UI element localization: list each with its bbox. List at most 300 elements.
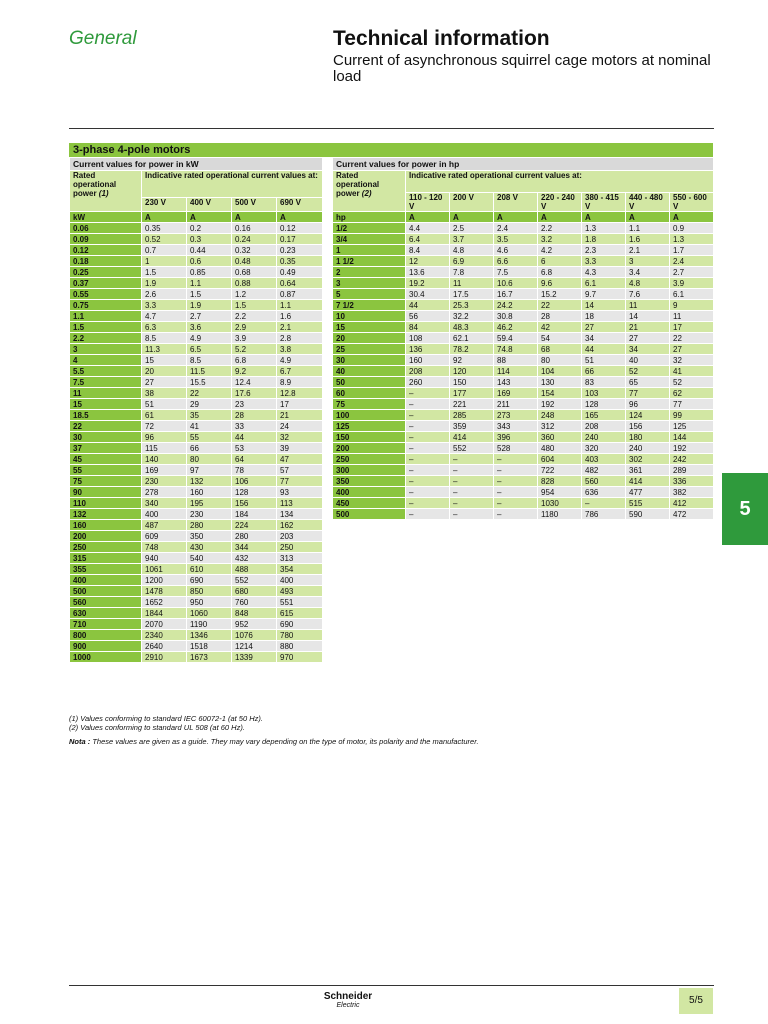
kw-current-cell: 12.4 [232,377,277,388]
hp-power-cell: 450 [333,498,406,509]
kw-current-cell: 66 [187,443,232,454]
kw-current-cell: 487 [142,520,187,531]
kw-current-cell: 354 [277,564,323,575]
kw-current-cell: 1200 [142,575,187,586]
page-title: Technical information [333,27,550,50]
hp-table-row [333,443,714,454]
kw-current-cell: 2.7 [187,311,232,322]
hp-current-cell: – [494,509,538,520]
hp-table-row [333,377,714,388]
kw-table-row [70,267,323,278]
kw-current-cell: 72 [142,421,187,432]
hp-current-cell: 361 [626,465,670,476]
kw-power-cell: 110 [70,498,142,509]
kw-table-row [70,498,323,509]
kw-rated-note: (1) [98,189,109,198]
kw-current-cell: 278 [142,487,187,498]
hp-current-cell: 156 [626,421,670,432]
kw-table-row [70,223,323,234]
hp-current-cell: 1.6 [626,234,670,245]
kw-table-row [70,553,323,564]
hp-current-cell: 359 [450,421,494,432]
kw-current-cell: 2.6 [142,289,187,300]
kw-current-cell: 0.85 [187,267,232,278]
kw-power-cell: 315 [70,553,142,564]
kw-current-cell: 224 [232,520,277,531]
bottom-divider [69,985,714,986]
kw-unit-current: A [187,212,232,223]
hp-current-cell: 46.2 [494,322,538,333]
hp-table-row [333,410,714,421]
hp-power-cell: 350 [333,476,406,487]
hp-current-cell: – [406,476,450,487]
hp-current-cell: 1.1 [626,223,670,234]
hp-current-cell: 260 [406,377,450,388]
hp-power-cell: 7 1/2 [333,300,406,311]
kw-unit-current: A [232,212,277,223]
kw-table-row [70,322,323,333]
kw-current-cell: 430 [187,542,232,553]
kw-current-cell: 29 [187,399,232,410]
hp-table-caption: Current values for power in hp [333,158,714,171]
hp-current-cell: 2.1 [626,245,670,256]
hp-current-cell: 92 [450,355,494,366]
hp-current-cell: 27 [582,322,626,333]
hp-current-cell: – [582,498,626,509]
hp-power-cell: 60 [333,388,406,399]
kw-power-cell: 5.5 [70,366,142,377]
hp-current-cell: 242 [670,454,714,465]
hp-current-cell: – [406,487,450,498]
kw-voltage-header: 690 V [277,197,323,211]
kw-power-cell: 900 [70,641,142,652]
hp-current-cell: 30.8 [494,311,538,322]
hp-table-row [333,366,714,377]
hp-current-cell: 114 [494,366,538,377]
kw-table-row [70,234,323,245]
kw-power-cell: 710 [70,619,142,630]
hp-power-cell: 1/2 [333,223,406,234]
kw-current-cell: 140 [142,454,187,465]
kw-power-cell: 0.12 [70,245,142,256]
hp-current-cell: 34 [626,344,670,355]
hp-current-cell: 104 [538,366,582,377]
hp-current-cell: 180 [626,432,670,443]
hp-current-cell: 412 [670,498,714,509]
kw-power-cell: 0.25 [70,267,142,278]
kw-current-cell: 27 [142,377,187,388]
hp-current-cell: 2.3 [582,245,626,256]
hp-current-cell: 6.1 [582,278,626,289]
hp-current-cell: – [450,498,494,509]
kw-current-cell: 1652 [142,597,187,608]
hp-unit-current: A [626,212,670,223]
kw-current-cell: 0.49 [277,267,323,278]
hp-power-cell: 40 [333,366,406,377]
hp-current-cell: 13.6 [406,267,450,278]
kw-current-cell: 2.9 [232,322,277,333]
hp-voltage-header: 550 - 600 V [670,192,714,211]
hp-current-cell: 14 [626,311,670,322]
kw-power-cell: 560 [70,597,142,608]
hp-current-cell: 54 [538,333,582,344]
footnote: (1) Values conforming to standard IEC 60072-1 (at 50 Hz). [69,714,263,723]
kw-current-cell: 97 [187,465,232,476]
hp-current-cell: 2.4 [494,223,538,234]
kw-current-cell: 1 [142,256,187,267]
kw-current-cell: 128 [232,487,277,498]
kw-current-cell: 400 [277,575,323,586]
kw-current-cell: 4.9 [277,355,323,366]
kw-current-cell: 1346 [187,630,232,641]
kw-current-cell: 0.68 [232,267,277,278]
hp-power-cell: 2 [333,267,406,278]
kw-current-cell: 203 [277,531,323,542]
kw-table-row [70,487,323,498]
hp-current-cell: 396 [494,432,538,443]
hp-current-cell: 0.9 [670,223,714,234]
hp-current-cell: 144 [670,432,714,443]
hp-table-row [333,322,714,333]
hp-power-cell: 50 [333,377,406,388]
hp-current-cell: 343 [494,421,538,432]
kw-current-cell: 96 [142,432,187,443]
hp-current-cell: 240 [582,432,626,443]
page-subtitle: Current of asynchronous squirrel cage motors at nominal load [333,52,711,85]
logo-brand: Schneider [323,991,373,1002]
hp-current-cell: 1.3 [582,223,626,234]
kw-current-cell: 4.7 [142,311,187,322]
hp-current-cell: 99 [670,410,714,421]
hp-voltage-header: 208 V [494,192,538,211]
hp-current-cell: 11 [626,300,670,311]
kw-current-cell: 488 [232,564,277,575]
kw-power-cell: 200 [70,531,142,542]
hp-current-cell: 3.4 [626,267,670,278]
kw-current-cell: 400 [142,509,187,520]
hp-current-cell: – [406,443,450,454]
hp-current-cell: 604 [538,454,582,465]
kw-current-cell: 230 [142,476,187,487]
kw-table-row [70,421,323,432]
kw-current-cell: 77 [277,476,323,487]
kw-table-row [70,278,323,289]
hp-table-row [333,399,714,410]
hp-power-cell: 300 [333,465,406,476]
kw-current-cell: 0.12 [277,223,323,234]
kw-current-cell: 970 [277,652,323,663]
hp-unit-power: hp [333,212,406,223]
kw-power-cell: 400 [70,575,142,586]
hp-current-cell: 6.4 [406,234,450,245]
kw-current-cell: 61 [142,410,187,421]
kw-current-cell: 552 [232,575,277,586]
kw-power-cell: 2.2 [70,333,142,344]
hp-current-cell: 128 [582,399,626,410]
footnote: (2) Values conforming to standard UL 508 (at 60 Hz). [69,723,245,732]
kw-current-cell: 0.24 [232,234,277,245]
hp-current-cell: 169 [494,388,538,399]
hp-table-row [333,388,714,399]
hp-current-cell: 480 [538,443,582,454]
hp-current-cell: 6.9 [450,256,494,267]
kw-current-cell: 1518 [187,641,232,652]
hp-current-cell: 1.8 [582,234,626,245]
kw-current-cell: 80 [187,454,232,465]
kw-current-cell: 0.52 [142,234,187,245]
hp-current-cell: 786 [582,509,626,520]
hp-current-cell: 3.7 [450,234,494,245]
kw-current-cell: 17 [277,399,323,410]
hp-current-cell: – [450,465,494,476]
hp-current-cell: 6 [538,256,582,267]
kw-current-cell: 0.35 [277,256,323,267]
hp-current-cell: 150 [450,377,494,388]
hp-power-cell: 20 [333,333,406,344]
hp-current-cell: 248 [538,410,582,421]
hp-unit-current: A [670,212,714,223]
kw-current-cell: 33 [232,421,277,432]
kw-current-cell: 610 [187,564,232,575]
kw-current-cell: 1.5 [232,300,277,311]
kw-current-cell: 3.8 [277,344,323,355]
kw-unit-current: A [277,212,323,223]
kw-current-cell: 1214 [232,641,277,652]
hp-current-cell: – [494,454,538,465]
hp-current-cell: 165 [582,410,626,421]
hp-current-cell: 52 [626,366,670,377]
hp-power-cell: 5 [333,289,406,300]
kw-current-cell: 47 [277,454,323,465]
hp-current-cell: – [406,454,450,465]
hp-current-cell: 19.2 [406,278,450,289]
kw-current-cell: 2640 [142,641,187,652]
kw-table-row [70,443,323,454]
hp-current-cell: 74.8 [494,344,538,355]
hp-current-cell: 17 [670,322,714,333]
hp-indicative-header: Indicative rated operational current values at: [406,171,714,193]
hp-power-cell: 125 [333,421,406,432]
kw-current-cell: 24 [277,421,323,432]
hp-current-cell: – [494,498,538,509]
table-title: 3-phase 4-pole motors [73,144,191,156]
kw-table-row [70,333,323,344]
kw-table-row [70,344,323,355]
kw-table-row [70,531,323,542]
hp-table-row [333,234,714,245]
hp-current-cell: 136 [406,344,450,355]
kw-power-cell: 0.06 [70,223,142,234]
kw-current-cell: 115 [142,443,187,454]
hp-current-cell: – [494,476,538,487]
hp-current-cell: 14 [582,300,626,311]
hp-current-cell: 34 [582,333,626,344]
kw-table-row [70,410,323,421]
hp-current-cell: 560 [582,476,626,487]
hp-current-cell: 40 [626,355,670,366]
hp-power-cell: 200 [333,443,406,454]
hp-current-cell: 130 [538,377,582,388]
kw-power-cell: 45 [70,454,142,465]
hp-current-cell: 4.2 [538,245,582,256]
kw-current-cell: 184 [232,509,277,520]
kw-power-cell: 0.37 [70,278,142,289]
kw-current-cell: 880 [277,641,323,652]
hp-current-cell: 636 [582,487,626,498]
kw-table-row [70,245,323,256]
kw-current-cell: 1844 [142,608,187,619]
hp-current-cell: 192 [538,399,582,410]
hp-voltage-header: 110 - 120 V [406,192,450,211]
hp-current-cell: 2.2 [538,223,582,234]
kw-current-cell: 432 [232,553,277,564]
kw-current-cell: 1.1 [187,278,232,289]
kw-power-cell: 75 [70,476,142,487]
footnotes [69,714,263,732]
nota-text: These values are given as a guide. They may vary depending on the type of motor, its polarity and the manufacturer. [90,737,479,746]
hp-current-cell: 7.5 [494,267,538,278]
kw-current-cell: 1190 [187,619,232,630]
kw-current-cell: 6.5 [187,344,232,355]
hp-current-cell: 515 [626,498,670,509]
kw-power-cell: 18.5 [70,410,142,421]
hp-voltage-header: 380 - 415 V [582,192,626,211]
kw-current-cell: 780 [277,630,323,641]
hp-current-cell: 2.4 [670,256,714,267]
kw-table-row [70,564,323,575]
hp-current-cell: 240 [626,443,670,454]
hp-current-cell: – [406,465,450,476]
kw-current-cell: 55 [187,432,232,443]
hp-current-cell: 28 [538,311,582,322]
hp-current-cell: 828 [538,476,582,487]
hp-current-cell: 32.2 [450,311,494,322]
chapter-tab: 5 [722,473,768,545]
kw-current-cell: 6.3 [142,322,187,333]
kw-table-row [70,289,323,300]
kw-current-cell: 690 [277,619,323,630]
hp-current-cell: 15.2 [538,289,582,300]
hp-table-row [333,487,714,498]
hp-current-cell: 21 [626,322,670,333]
hp-power-cell: 400 [333,487,406,498]
kw-current-cell: 0.88 [232,278,277,289]
kw-current-cell: 940 [142,553,187,564]
hp-power-cell: 75 [333,399,406,410]
kw-current-cell: 0.3 [187,234,232,245]
kw-current-cell: 4.9 [187,333,232,344]
kw-current-cell: 134 [277,509,323,520]
kw-current-cell: 1.9 [187,300,232,311]
hp-power-cell: 25 [333,344,406,355]
kw-current-cell: 8.5 [142,333,187,344]
hp-current-cell: 3.5 [494,234,538,245]
kw-current-cell: 2070 [142,619,187,630]
hp-current-cell: 62.1 [450,333,494,344]
kw-rated-power-header [70,171,142,212]
hp-current-cell: 472 [670,509,714,520]
hp-rated-power-header [333,171,406,212]
hp-unit-current: A [450,212,494,223]
kw-current-cell: 5.2 [232,344,277,355]
kw-current-cell: 551 [277,597,323,608]
kw-current-cell: 952 [232,619,277,630]
kw-current-cell: 0.32 [232,245,277,256]
hp-table-row [333,344,714,355]
kw-table-row [70,256,323,267]
kw-current-cell: 609 [142,531,187,542]
hp-current-cell: – [406,399,450,410]
kw-current-cell: 20 [142,366,187,377]
top-divider [69,128,714,129]
hp-current-cell: – [494,465,538,476]
hp-current-cell: 528 [494,443,538,454]
kw-power-cell: 30 [70,432,142,443]
hp-current-cell: – [406,388,450,399]
hp-current-cell: 3 [626,256,670,267]
kw-current-cell: 0.87 [277,289,323,300]
kw-current-cell: 195 [187,498,232,509]
hp-current-cell: 6.8 [538,267,582,278]
kw-current-cell: 0.2 [187,223,232,234]
hp-unit-current: A [406,212,450,223]
hp-current-cell: 11 [670,311,714,322]
hp-current-cell: 108 [406,333,450,344]
hp-power-cell: 3 [333,278,406,289]
kw-power-cell: 0.55 [70,289,142,300]
kw-table-row [70,608,323,619]
hp-current-cell: 27 [626,333,670,344]
kw-current-cell: 113 [277,498,323,509]
kw-power-cell: 1.1 [70,311,142,322]
hp-table-row [333,223,714,234]
hp-power-cell: 15 [333,322,406,333]
hp-current-cell: 3.2 [538,234,582,245]
kw-power-cell: 0.09 [70,234,142,245]
hp-table-row [333,465,714,476]
hp-current-cell: 12 [406,256,450,267]
kw-current-cell: 41 [187,421,232,432]
kw-table-row [70,454,323,465]
kw-current-cell: 1339 [232,652,277,663]
hp-current-cell: 125 [670,421,714,432]
hp-table-row [333,454,714,465]
kw-current-cell: 1673 [187,652,232,663]
kw-power-cell: 160 [70,520,142,531]
kw-current-cell: 132 [187,476,232,487]
kw-current-cell: 0.48 [232,256,277,267]
hp-current-cell: 208 [582,421,626,432]
kw-current-cell: 32 [277,432,323,443]
kw-current-cell: 1.1 [277,300,323,311]
kw-current-cell: 680 [232,586,277,597]
kw-current-cell: 0.16 [232,223,277,234]
hp-current-cell: 10.6 [494,278,538,289]
kw-table-row [70,542,323,553]
hp-current-cell: – [450,509,494,520]
hp-current-cell: 336 [670,476,714,487]
hp-current-cell: 9.7 [582,289,626,300]
hp-current-cell: 4.4 [406,223,450,234]
hp-current-cell: 320 [582,443,626,454]
kw-power-cell: 500 [70,586,142,597]
hp-table-row [333,289,714,300]
kw-table-caption: Current values for power in kW [70,158,323,171]
hp-current-cell: 154 [538,388,582,399]
kw-current-cell: 0.64 [277,278,323,289]
kw-power-cell: 3 [70,344,142,355]
hp-current-cell: 192 [670,443,714,454]
